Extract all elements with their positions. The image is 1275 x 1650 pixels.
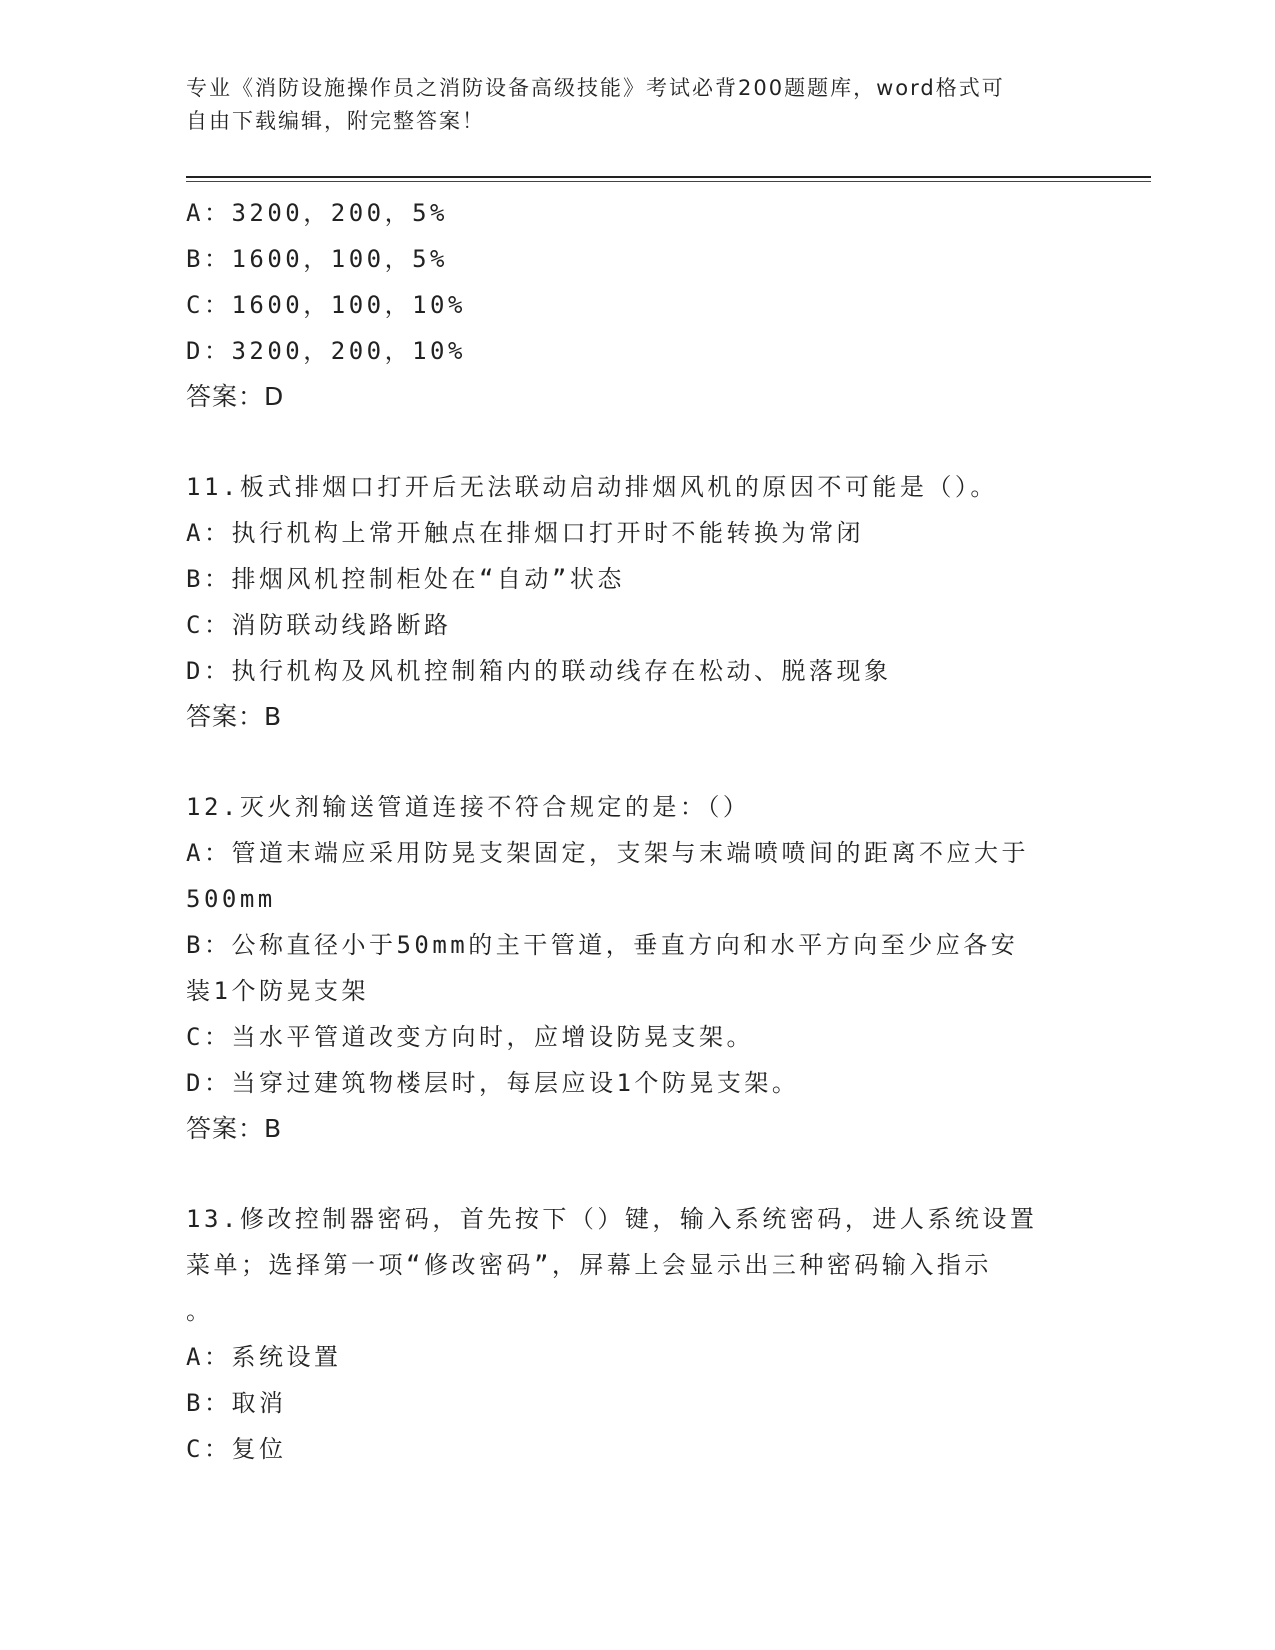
- q12-answer: 答案：B: [186, 1114, 283, 1143]
- q10-option-a: A：3200，200，5%: [186, 199, 448, 227]
- q12-option-d: D：当穿过建筑物楼层时，每层应设1个防晃支架。: [186, 1069, 800, 1097]
- question-11-block: [186, 464, 1086, 740]
- q13-question-line-3: 。: [186, 1297, 214, 1325]
- q11-option-c: C：消防联动线路断路: [186, 611, 452, 639]
- q10-option-b: B：1600，100，5%: [186, 245, 448, 273]
- q11-option-a: A：执行机构上常开触点在排烟口打开时不能转换为常闭: [186, 519, 864, 547]
- q13-question-line-1: 13.修改控制器密码，首先按下（）键，输入系统密码，进人系统设置: [186, 1205, 1038, 1233]
- question-12-block: [186, 784, 1086, 1152]
- q13-option-b: B：取消: [186, 1389, 287, 1417]
- question-10-block: [186, 190, 1086, 420]
- header-divider-thin: [186, 181, 1151, 182]
- question-13-block: [186, 1196, 1086, 1472]
- q12-question: 12.灭火剂输送管道连接不符合规定的是：（）: [186, 793, 751, 821]
- q13-option-a: A：系统设置: [186, 1343, 342, 1371]
- q12-option-b-line-1: B：公称直径小于50mm的主干管道，垂直方向和水平方向至少应各安: [186, 931, 1019, 959]
- q13-option-c: C：复位: [186, 1435, 287, 1463]
- spacer: [186, 740, 1086, 784]
- q12-option-a-line-1: A：管道末端应采用防晃支架固定，支架与末端喷喷间的距离不应大于: [186, 839, 1029, 867]
- q11-option-b: B：排烟风机控制柜处在“自动”状态: [186, 565, 625, 593]
- q13-question-line-2: 菜单；选择第一项“修改密码”，屏幕上会显示出三种密码输入指示: [186, 1251, 992, 1279]
- q12-option-c: C：当水平管道改变方向时，应增设防晃支架。: [186, 1023, 754, 1051]
- q12-option-a-line-2: 500mm: [186, 885, 276, 913]
- spacer: [186, 420, 1086, 464]
- q11-answer: 答案：B: [186, 702, 283, 731]
- q10-option-c: C：1600，100，10%: [186, 291, 466, 319]
- q10-option-d: D：3200，200，10%: [186, 337, 466, 365]
- q11-option-d: D：执行机构及风机控制箱内的联动线存在松动、脱落现象: [186, 657, 892, 685]
- spacer: [186, 1152, 1086, 1196]
- header-divider-thick: [186, 176, 1151, 178]
- q10-answer: 答案：D: [186, 382, 285, 411]
- q11-question: 11.板式排烟口打开后无法联动启动排烟风机的原因不可能是（）。: [186, 473, 998, 501]
- header-line-1: 专业《消防设施操作员之消防设备高级技能》考试必背200题题库，word格式可: [186, 76, 1005, 100]
- question-content: [186, 190, 1086, 1472]
- header-line-2: 自由下载编辑，附完整答案！: [186, 109, 485, 133]
- document-header: [186, 72, 1066, 138]
- q12-option-b-line-2: 装1个防晃支架: [186, 977, 369, 1005]
